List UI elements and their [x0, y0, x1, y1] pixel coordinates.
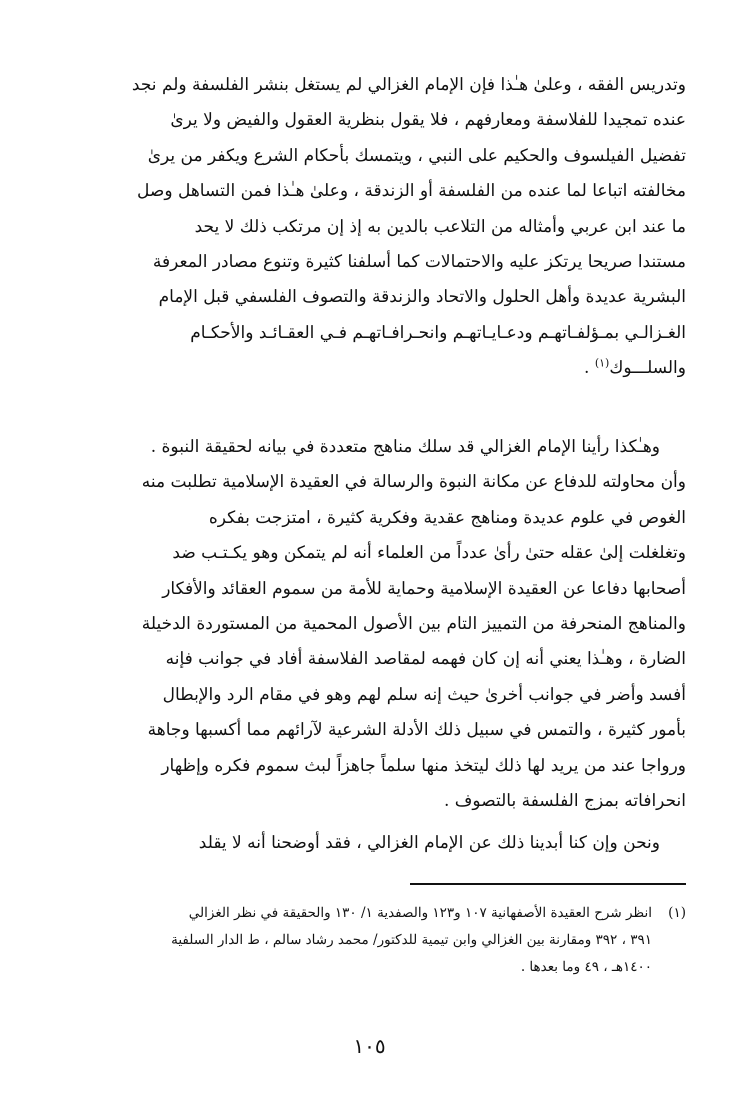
text-line: انحرافاته بمزج الفلسفة بالتصوف .	[444, 791, 686, 812]
text-line: ما عند ابن عربي وأمثاله من التلاعب بالدين به إذ إن مرتكب ذلك لا يحد	[194, 216, 686, 237]
text-line: وهـٰكذا رأينا الإمام الغزالي قد سلك مناهج متعددة في بيانه لحقيقة النبوة .	[150, 437, 660, 457]
text-line: مستندا صريحا يرتكز عليه والاحتمالات كما أسلفنا كثيرة وتنوع مصادر المعرفة	[152, 252, 686, 273]
text-line: أصحابها دفاعا عن العقيدة الإسلامية وحماية للأمة من سموم العقائد والأفكار	[162, 578, 686, 599]
footnote-line: انظر شرح العقيدة الأصفهانية ١٠٧ و١٢٣ والصفدية ١/ ١٣٠ والحقيقة في نظر الغزالي	[188, 905, 652, 921]
text-line: وتغلغلت إلىٰ عقله حتىٰ رأىٰ عدداً من العلماء أنه لم يتمكن وهو يكـتـب ضد	[172, 543, 686, 564]
footnote-line: ٣٩١ ، ٣٩٢ ومقارنة بين الغزالي وابن تيمية للدكتور/ محمد رشاد سالم ، ط الدار السلفية	[171, 932, 652, 948]
text-line: مخالفته اتباعا لما عنده من الفلسفة أو الزندقة ، وعلىٰ هـٰذا فمن التساهل وصل	[137, 181, 686, 202]
page-number: ١٠٥	[353, 1034, 386, 1058]
text-line: عنده تمجيدا للفلاسفة ومعارفهم ، فلا يقول بنظرية العقول والفيض ولا يرىٰ	[170, 110, 686, 131]
paragraph-2	[62, 430, 686, 819]
text-line: الغوص في علوم عديدة ومناهج عقدية وفكرية كثيرة ، امتزجت بفكره	[208, 507, 686, 528]
paragraph-1	[62, 68, 686, 387]
text-line: أفسد وأضر في جوانب أخرىٰ حيث إنه سلم لهم وهو في مقام الرد والإبطال	[162, 684, 686, 705]
text-line: ونحن وإن كنا أبدينا ذلك عن الإمام الغزالي ، فقد أوضحنا أنه لا يقلد	[198, 833, 660, 853]
text-line: بأمور كثيرة ، والتمس في سبيل ذلك الأدلة الشرعية لآرائهم مما أكسبها وجاهة	[147, 720, 686, 741]
text-line-last	[62, 351, 686, 386]
text-line: البشرية عديدة وأهل الحلول والاتحاد والزندقة والتصوف الفلسفي قبل الإمام	[158, 287, 686, 308]
footnote-number: (١)	[668, 905, 686, 921]
text-line: تفضيل الفيلسوف والحكيم على النبي ، ويتمسك بأحكام الشرع ويكفر من يرىٰ	[147, 145, 686, 166]
text-line: الغـزالـي بمـؤلفـاتهـم ودعـايـاتهـم وانحـرافـاتهـم فـي العقـائـد والأحكـام	[190, 322, 686, 343]
text-line: وأن محاولته للدفاع عن مكانة النبوة والرسالة في العقيدة الإسلامية تطلبت منه	[141, 472, 686, 493]
text-line: والمناهج المنحرفة من التمييز التام بين الأصول المحمية من المستوردة الدخيلة	[141, 614, 686, 635]
text-line: ورواجا عند من يريد لها ذلك ليتخذ منها سلماً جاهزاً لبث سموم فكره وإظهار	[161, 755, 686, 776]
text-line: وتدريس الفقه ، وعلىٰ هـٰذا فإن الإمام الغزالي لم يستغل بنشر الفلسفة ولم نجد	[131, 75, 686, 95]
last-line-end: .	[584, 358, 595, 379]
last-line-text: والسلـــوك	[609, 358, 686, 379]
paragraph-3	[62, 826, 686, 861]
footnote-separator	[410, 883, 686, 885]
footnote-body	[62, 900, 652, 981]
footnote-line: ١٤٠٠هـ ، ٤٩ وما بعدها .	[520, 959, 652, 975]
footnote	[62, 900, 686, 981]
footnote-reference[interactable]: (١)	[594, 356, 610, 370]
text-line: الضارة ، وهـٰذا يعني أنه إن كان فهمه لمقاصد الفلاسفة أفاد في جوانب فإنه	[165, 649, 686, 670]
